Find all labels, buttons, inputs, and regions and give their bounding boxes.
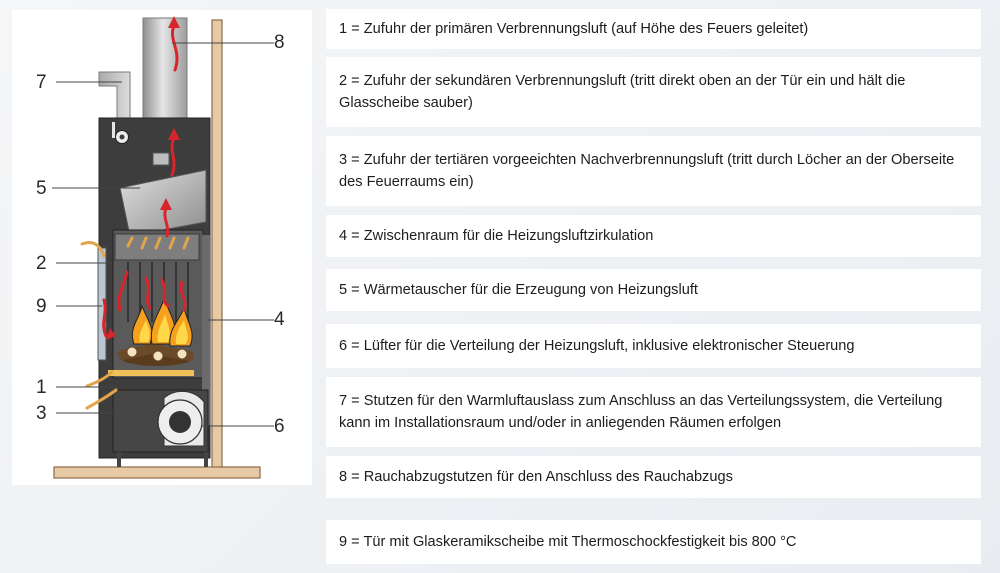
wall: [212, 20, 222, 468]
legend-item-9: 9 = Tür mit Glaskeramikscheibe mit Thermoschockfestigkeit bis 800 °C: [326, 520, 981, 564]
callout-6: 6: [274, 416, 285, 437]
fireplace-diagram: [12, 10, 312, 485]
warm-air-duct: [99, 72, 130, 118]
callout-3: 3: [36, 403, 47, 424]
legend-item-3: 3 = Zufuhr der tertiären vorgeeichten Nachverbrennungsluft (tritt durch Löcher an der Oberseite des Feuerraums ein): [326, 136, 981, 206]
callout-2: 2: [36, 253, 47, 274]
legend-item-1: 1 = Zufuhr der primären Verbrennungsluft (auf Höhe des Feuers geleitet): [326, 9, 981, 49]
callout-1: 1: [36, 377, 47, 398]
legend-item-5: 5 = Wärmetauscher für die Erzeugung von Heizungsluft: [326, 269, 981, 311]
floor: [54, 467, 260, 478]
legend-item-7: 7 = Stutzen für den Warmluftauslass zum Anschluss an das Verteilungssystem, die Verteilung kann im Installationsraum und/oder in anliegenden Räumen erfolgen: [326, 377, 981, 447]
legend-item-4: 4 = Zwischenraum für die Heizungsluftzirkulation: [326, 215, 981, 257]
callout-5: 5: [36, 178, 47, 199]
callout-9: 9: [36, 296, 47, 317]
callout-4: 4: [274, 309, 285, 330]
fireplace-cutaway-drawing: [12, 10, 312, 485]
callout-7: 7: [36, 72, 47, 93]
legend-item-6: 6 = Lüfter für die Verteilung der Heizungsluft, inklusive elektronischer Steuerung: [326, 324, 981, 368]
legend-item-2: 2 = Zufuhr der sekundären Verbrennungsluft (tritt direkt oben an der Tür ein und hält die Glasscheibe sauber): [326, 57, 981, 127]
legend-item-8: 8 = Rauchabzugstutzen für den Anschluss des Rauchabzugs: [326, 456, 981, 498]
primary-air-slot: [108, 370, 194, 376]
callout-8: 8: [274, 32, 285, 53]
